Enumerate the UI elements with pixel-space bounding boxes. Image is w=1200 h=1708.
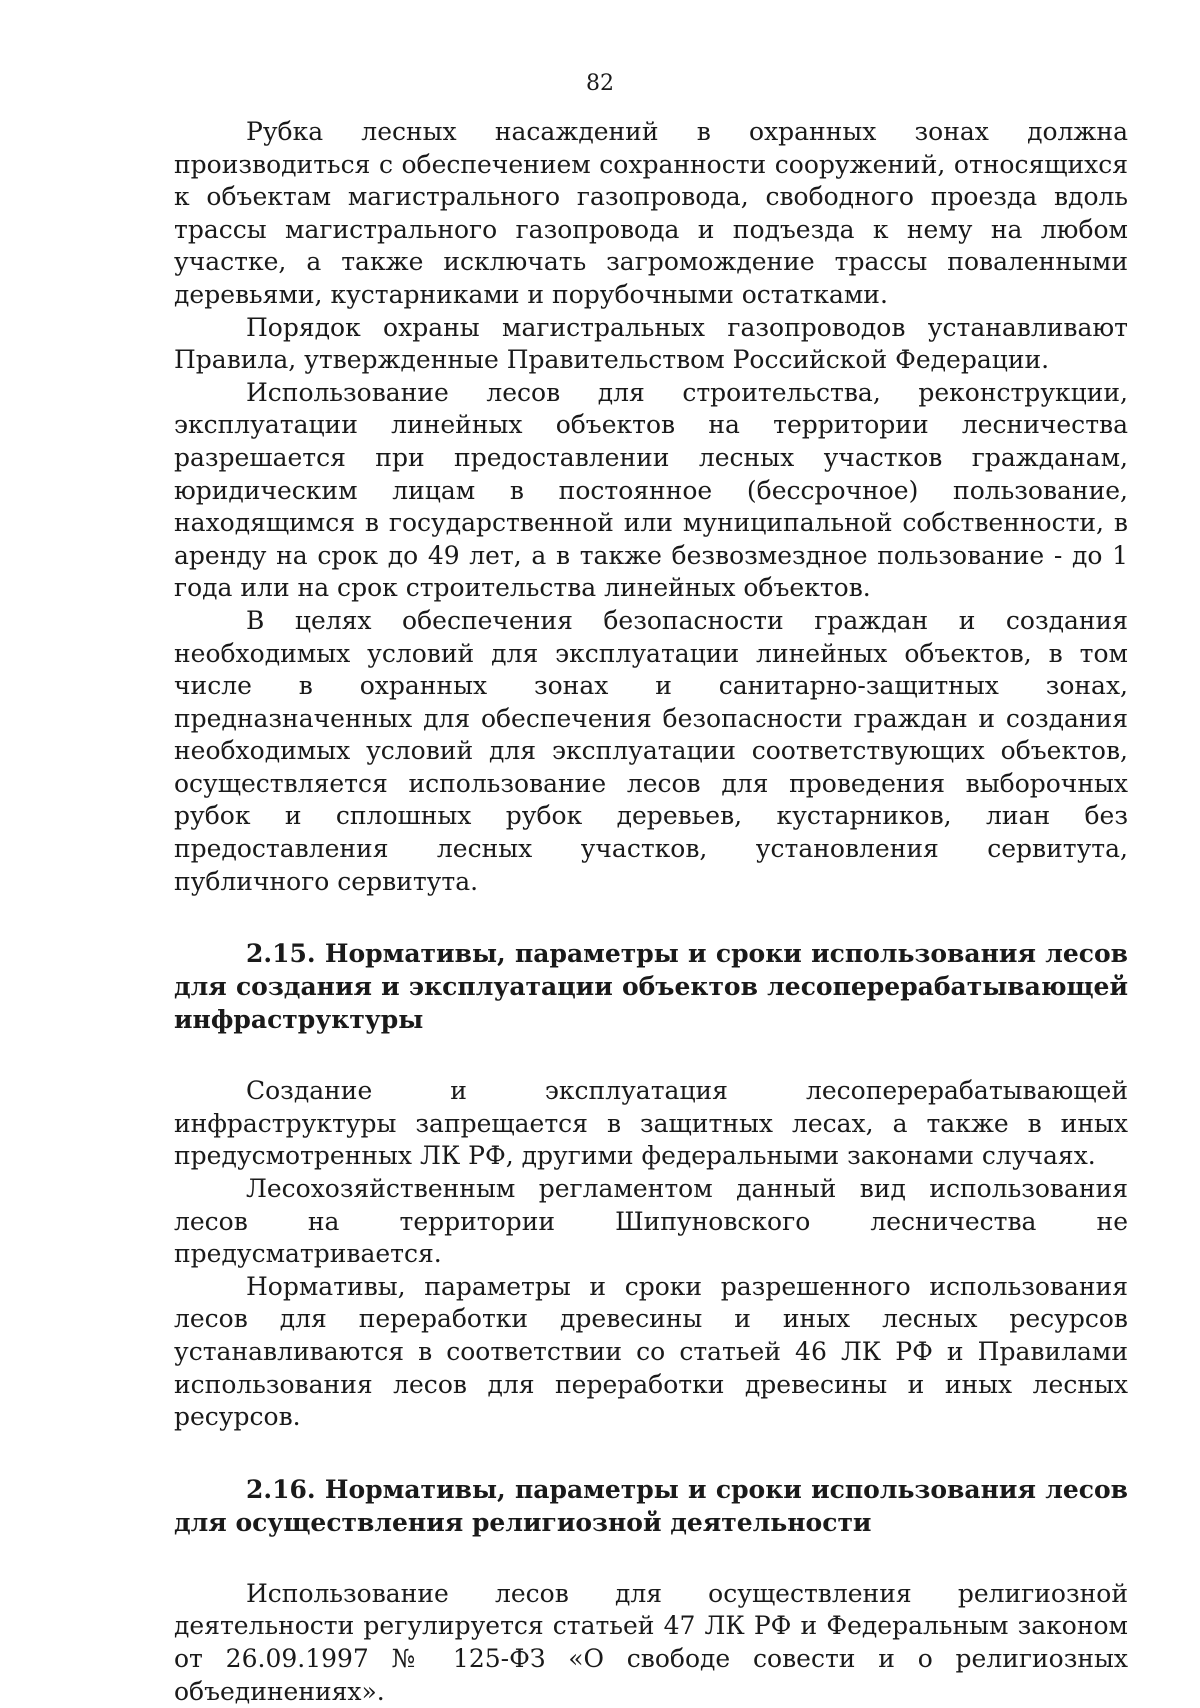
page-number: 82: [586, 71, 614, 96]
paragraph-religious-activity: Использование лесов для осуществления религиозной деятельности регулируется статьей 47 ЛК РФ и Федеральным законом от 26.09.1997 № 125-ФЗ «О свободе совести и о религиозных объединениях».: [174, 1578, 1128, 1706]
paragraph-felling-in-protection-zones: Рубка лесных насаждений в охранных зонах должна производиться с обеспечением сохранности сооружений, относящихся к объектам магистрального газопровода, свободного проезда вдоль трассы магистрального газопровода и подъезда к нему на любом участке, а также исключать загромождение трассы поваленными деревьями, кустарниками и порубочными остатками.: [174, 117, 1128, 309]
paragraph-gas-pipeline-protection-rules: Порядок охраны магистральных газопроводов устанавливают Правила, утвержденные Правительством Российской Федерации.: [174, 312, 1128, 375]
paragraph-linear-objects-use: Использование лесов для строительства, реконструкции, эксплуатации линейных объектов на территории лесничества разрешается при предоставлении лесных участков гражданам, юридическим лицам в постоянное (бессрочное) пользование, находящимся в государственной или муниципальной собственности, в аренду на срок до 49 лет, а в также безвозмездное пользование - до 1 года или на срок строительства линейных объектов.: [174, 377, 1128, 603]
paragraph-not-provided-in-forestry: Лесохозяйственным регламентом данный вид использования лесов на территории Шипуновского лесничества не предусматривается.: [174, 1174, 1128, 1269]
section-heading-2-16: 2.16. Нормативы, параметры и сроки использования лесов для осуществления религиозной деятельности: [174, 1474, 1128, 1537]
paragraph-processing-norms: Нормативы, параметры и сроки разрешенного использования лесов для переработки древесины и иных лесных ресурсов устанавливаются в соответствии со статьей 46 ЛК РФ и Правилами использования лесов для переработки древесины и иных лесных ресурсов.: [174, 1271, 1128, 1432]
paragraph-processing-infrastructure-prohibited: Создание и эксплуатация лесоперерабатывающей инфраструктуры запрещается в защитных лесах, а также в иных предусмотренных ЛК РФ, другими федеральными законами случаях.: [174, 1076, 1128, 1171]
paragraph-safety-of-citizens: В целях обеспечения безопасности граждан и создания необходимых условий для эксплуатации линейных объектов, в том числе в охранных зонах и санитарно-защитных зонах, предназначенных для обеспечения безопасности граждан и создания необходимых условий для эксплуатации соответствующих объектов, осуществляется использование лесов для проведения выборочных рубок и сплошных рубок деревьев, кустарников, лиан без предоставления лесных участков, установления сервитута, публичного сервитута.: [174, 605, 1128, 896]
section-heading-2-15: 2.15. Нормативы, параметры и сроки использования лесов для создания и эксплуатации объектов лесоперерабатывающей инфраструктуры: [174, 939, 1128, 1035]
page-content: [174, 116, 1128, 1708]
